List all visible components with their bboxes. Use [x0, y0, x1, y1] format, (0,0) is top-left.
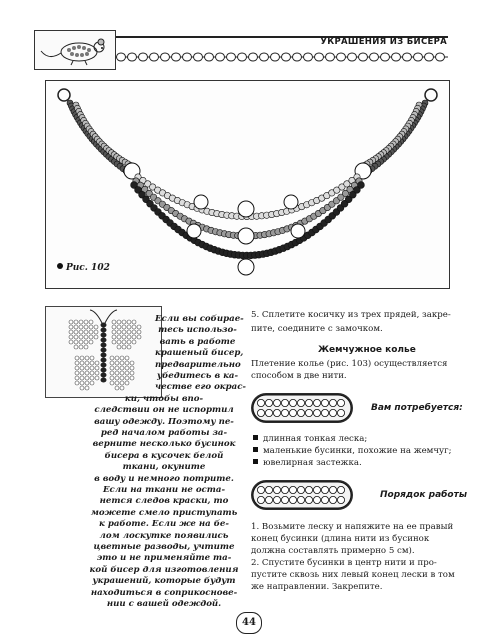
intro-line: способом в две нити.: [251, 371, 347, 381]
sidebar-tip-line: ткани, окуните: [122, 462, 206, 473]
sidebar-tip-line: это и не применяйте та-: [96, 553, 232, 564]
sidebar-tip-line: нии с вашей одеждой.: [106, 599, 222, 609]
figure-caption: Рис. 102: [57, 263, 110, 273]
sidebar-tip-line: убедитесь в ка-: [156, 371, 239, 381]
square-bullet-icon: [253, 459, 258, 464]
section-heading: Жемчужное колье: [318, 345, 416, 355]
butterfly-illustration: [45, 306, 162, 398]
sidebar-tip-line: вашу одежду. Поэтому пе-: [94, 416, 234, 427]
step-5-line: 5. Сплетите косичку из трех прядей, закре-: [251, 310, 451, 320]
sidebar-tip-line: цветные разводы, учтите: [93, 542, 235, 552]
step-line: же направлении. Закрепите.: [251, 582, 383, 592]
sidebar-tip-line: нется следов краски, то: [99, 496, 229, 507]
materials-item: маленькие бусинки, похожие на жемчуг;: [253, 446, 452, 458]
sidebar-tip-line: ки, чтобы впо-: [124, 393, 204, 404]
mouse-illustration: [34, 30, 116, 70]
materials-item: длинная тонкая леска;: [253, 434, 367, 446]
page-number: 44: [236, 612, 262, 634]
sidebar-tip-line: лом лоскутке появились: [99, 530, 229, 541]
sidebar-tip-line: находиться в соприкоснове-: [90, 587, 238, 598]
sidebar-tip-line: честве его окрас-: [155, 382, 246, 393]
sidebar-tip-line: предварительно: [155, 359, 241, 370]
materials-label: Вам потребуется:: [371, 403, 463, 413]
sidebar-tip-line: в воду и немного потрите.: [94, 473, 234, 484]
step-line: должна составлять примерно 5 см).: [251, 546, 415, 556]
bead-strip-procedure: [251, 480, 353, 510]
necklace-figure-102: [45, 80, 450, 289]
sidebar-tip-line: крашеный бисер,: [155, 348, 244, 359]
procedure-label: Порядок работы: [380, 490, 467, 500]
step-line: 2. Спустите бусинки в центр нити и про-: [251, 558, 437, 568]
sidebar-tip-line: следствии он не испортил: [94, 405, 234, 416]
step-line: конец бусинки (длина нити из бусинок: [251, 534, 430, 544]
sidebar-tip-line: тесь использо-: [158, 325, 237, 336]
sidebar-tip-line: Если вы собирае-: [155, 314, 244, 324]
bullet-dot-icon: [57, 263, 63, 269]
running-header-title: УКРАШЕНИЯ ИЗ БИСЕРА: [320, 37, 447, 47]
square-bullet-icon: [253, 447, 258, 452]
step-line: 1. Возьмите леску и напяжите на ее правый: [251, 522, 454, 532]
sidebar-tip-line: вать в работе: [159, 336, 236, 347]
materials-item: ювелирная застежка.: [253, 458, 362, 470]
bead-strip-materials: [251, 393, 353, 423]
sidebar-tip-line: украшений, которые будут: [92, 576, 236, 587]
step-line: пустите сквозь них левый конец лески в том: [251, 570, 455, 580]
sidebar-tip-line: кой бисер для изготовления: [89, 564, 239, 575]
step-5-line: пите, соедините с замочком.: [251, 324, 383, 334]
header-bead-border: [116, 50, 448, 64]
intro-line: Плетение колье (рис. 103) осуществляется: [251, 359, 448, 369]
sidebar-tip-line: к работе. Если же на бе-: [99, 519, 229, 530]
sidebar-tip-line: Если на ткани не оста-: [102, 485, 226, 495]
square-bullet-icon: [253, 435, 258, 440]
sidebar-tip-line: верните несколько бусинок: [92, 439, 236, 450]
sidebar-tip-line: ред началом работы за-: [100, 428, 228, 438]
sidebar-tip-line: бисера в кусочек белой: [104, 450, 224, 461]
sidebar-tip-line: можете смело приступать: [90, 507, 238, 518]
